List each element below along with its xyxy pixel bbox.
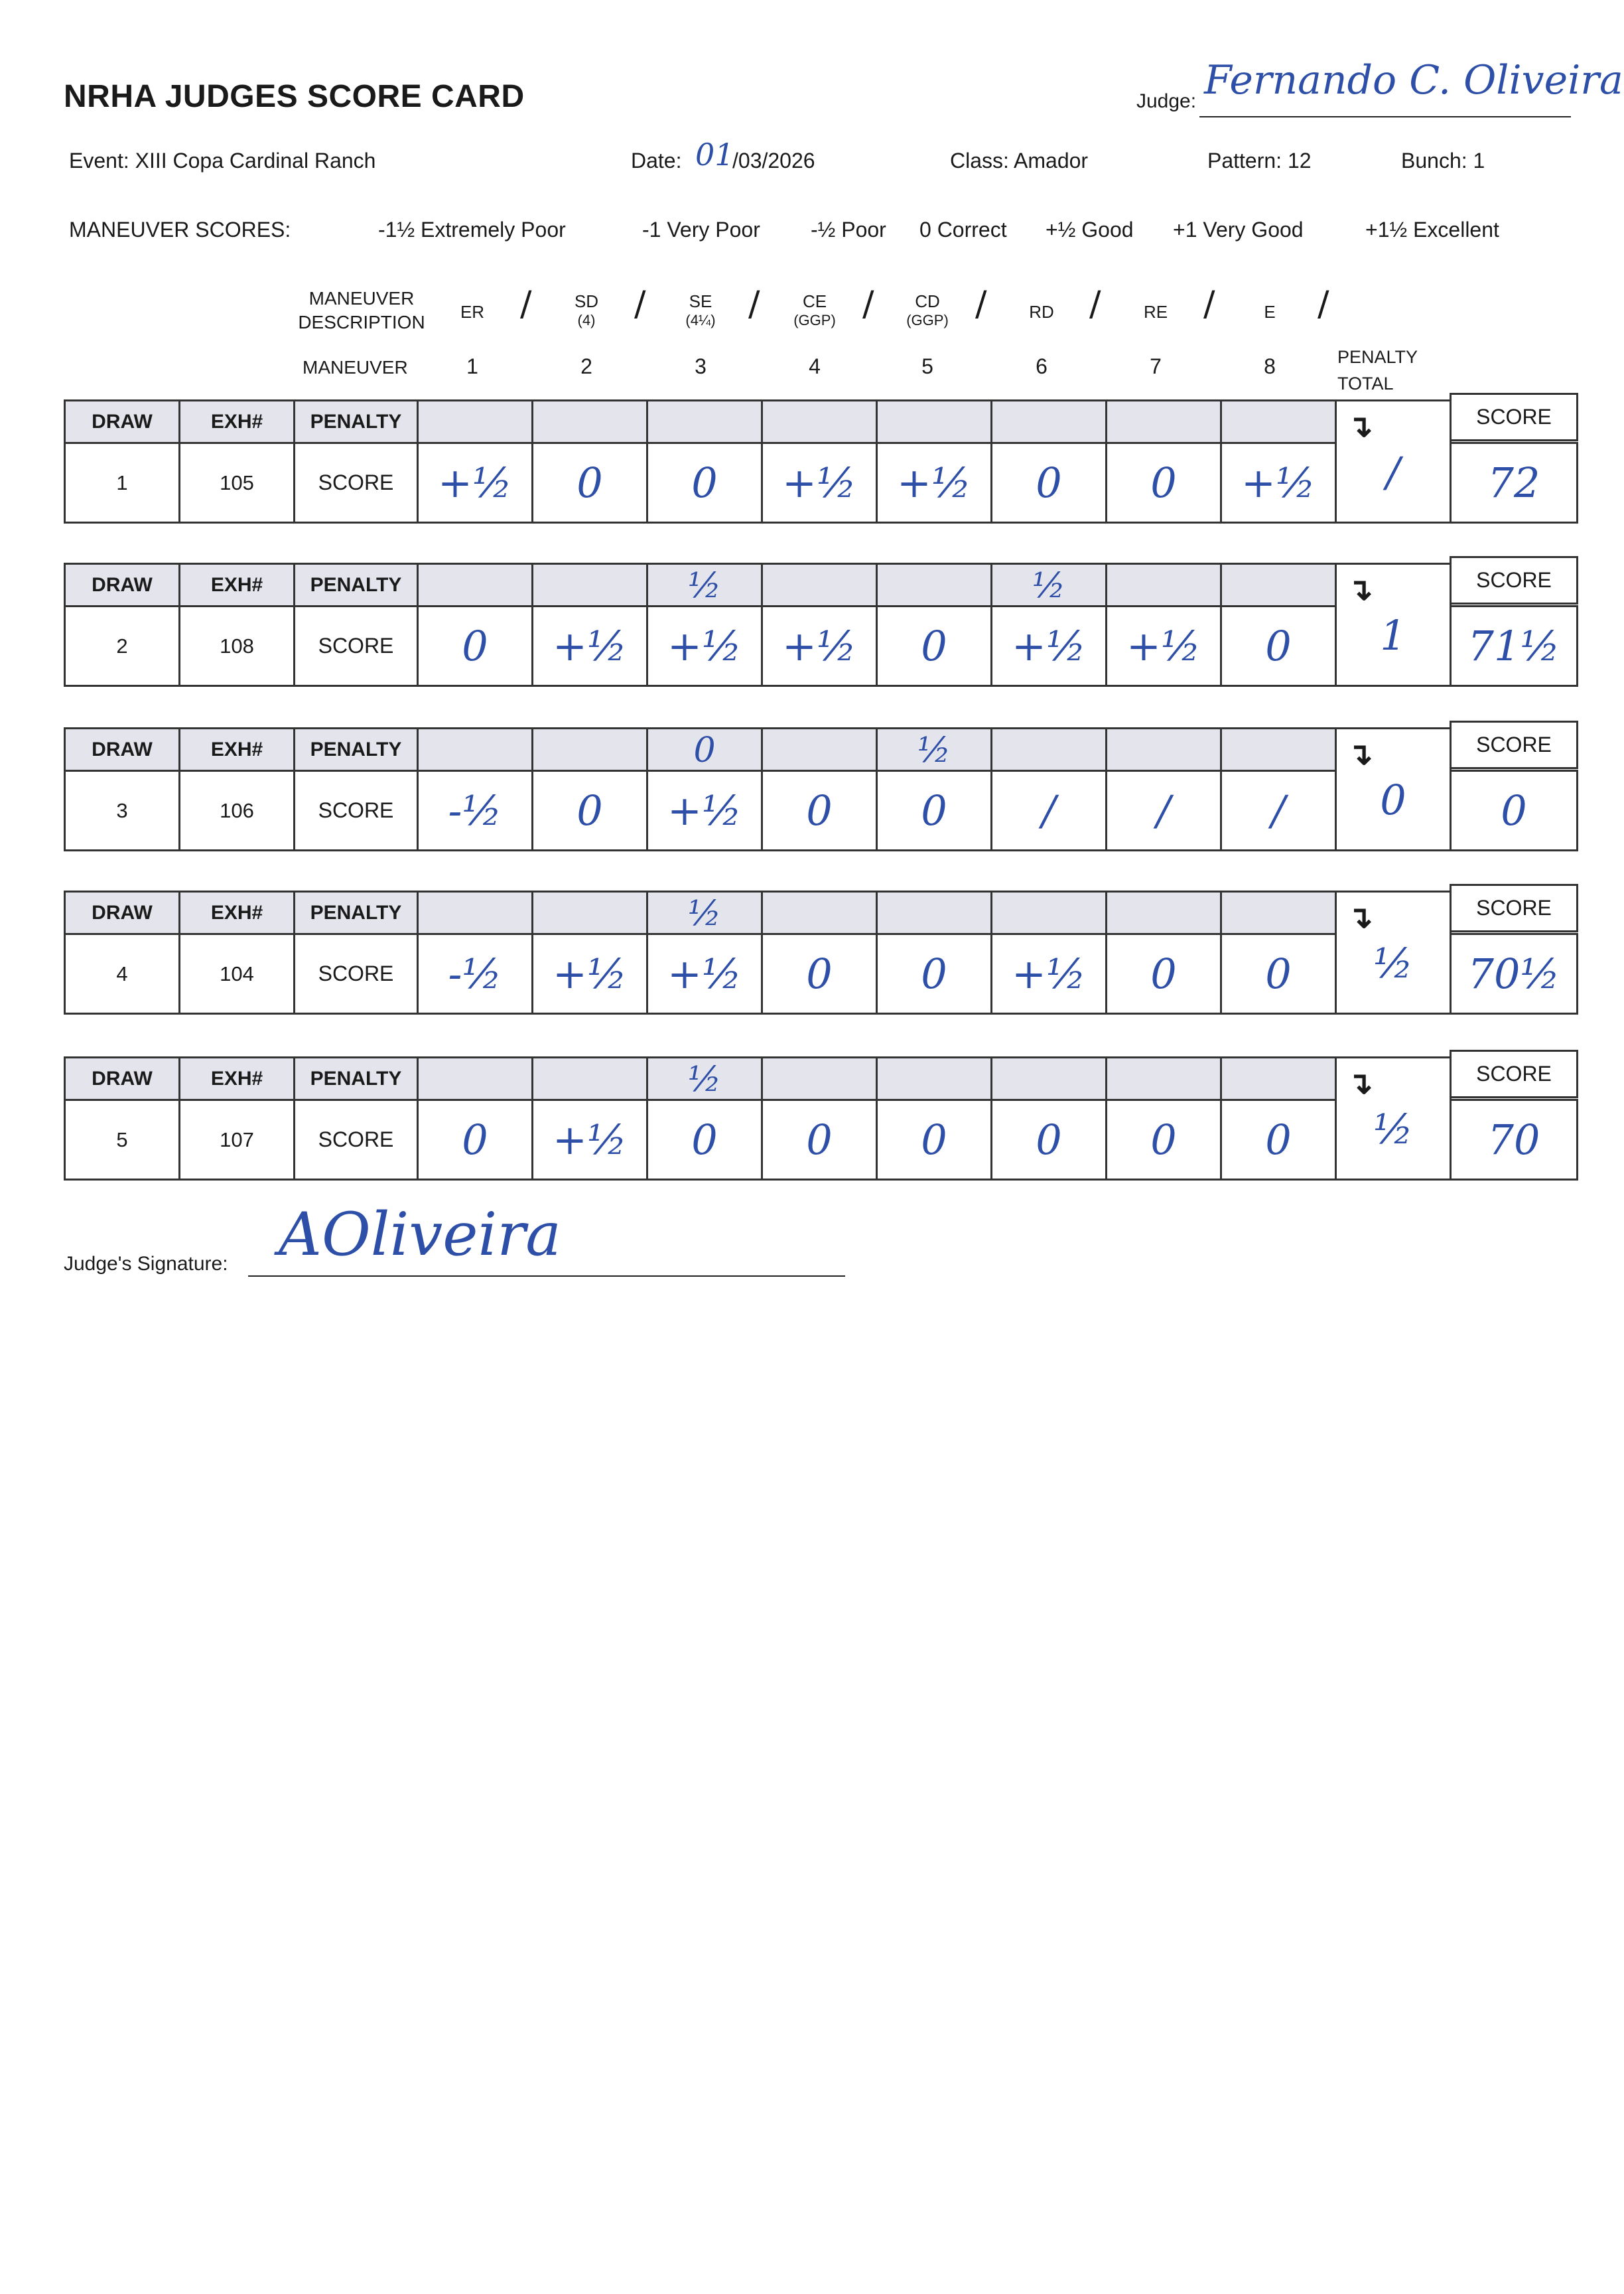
score-column-header: SCORE (1450, 393, 1578, 441)
penalty-mark-handwritten: ½ (687, 1060, 722, 1100)
separator-slash: / (634, 284, 646, 324)
maneuver-score-handwritten: +½ (417, 442, 533, 524)
separator-slash: / (862, 284, 874, 324)
maneuver-code: SD (574, 291, 599, 311)
exh-header: EXH# (178, 891, 295, 935)
penalty-header: PENALTY (293, 563, 419, 607)
penalty-cell (1220, 1056, 1337, 1101)
penalty-total-handwritten: ½ (1373, 1105, 1414, 1153)
maneuver-score-handwritten: 0 (876, 770, 992, 851)
penalty-cell (531, 891, 648, 935)
draw-row (64, 563, 1576, 690)
scale-item: -½ Poor (811, 218, 886, 242)
score-column-header: SCORE (1450, 884, 1578, 932)
maneuver-score-handwritten: +½ (531, 1099, 648, 1181)
exhibitor-number: 104 (178, 933, 295, 1015)
scale-item: +1 Very Good (1173, 218, 1304, 242)
maneuver-code: RE (1143, 302, 1168, 322)
penalty-total-handwritten: 0 (1380, 776, 1406, 824)
penalty-mark-handwritten: ½ (917, 731, 951, 770)
score-column-header: SCORE (1450, 556, 1578, 605)
penalty-cell (990, 891, 1107, 935)
penalty-header: PENALTY (293, 1056, 419, 1101)
penalty-cell (646, 727, 763, 772)
penalty-cell (876, 399, 992, 444)
penalty-cell (646, 399, 763, 444)
penalty-cell (1220, 563, 1337, 607)
maneuver-score-handwritten: +½ (646, 933, 763, 1015)
penalty-total-label: PENALTY TOTAL (1337, 347, 1418, 394)
down-arrow-icon: ↴ (1347, 1066, 1373, 1100)
draw-row (64, 1056, 1576, 1184)
maneuver-description (433, 291, 512, 323)
penalty-cell (990, 399, 1107, 444)
maneuver-score-handwritten: +½ (990, 933, 1107, 1015)
penalty-cell (417, 1056, 533, 1101)
maneuver-score-handwritten: -½ (417, 933, 533, 1015)
maneuver-number: 3 (695, 354, 707, 378)
maneuver-score-handwritten: 0 (417, 605, 533, 687)
penalty-cell (990, 1056, 1107, 1101)
draw-header: DRAW (64, 399, 180, 444)
penalty-cell (417, 727, 533, 772)
maneuver-number: 8 (1264, 354, 1276, 378)
maneuver-detail: (4) (577, 312, 596, 328)
maneuver-detail: (4¼) (685, 312, 716, 328)
penalty-cell (761, 1056, 878, 1101)
maneuver-score-handwritten: / (1220, 770, 1337, 851)
maneuver-number: 2 (580, 354, 592, 378)
maneuver-score-handwritten: +½ (1220, 442, 1337, 524)
maneuver-score-handwritten: 0 (761, 933, 878, 1015)
down-arrow-icon: ↴ (1347, 409, 1373, 443)
scale-item: 0 Correct (919, 218, 1007, 242)
maneuver-description (547, 291, 626, 329)
date-rest: /03/2026 (732, 149, 815, 173)
maneuver-score-handwritten: +½ (531, 605, 648, 687)
separator-slash: / (1203, 284, 1215, 324)
draw-number: 3 (64, 770, 180, 851)
penalty-total-cell (1335, 399, 1452, 524)
maneuver-score-handwritten: / (990, 770, 1107, 851)
penalty-cell (1220, 727, 1337, 772)
draw-header: DRAW (64, 1056, 180, 1101)
penalty-cell (761, 399, 878, 444)
maneuver-description (775, 291, 854, 329)
maneuver-score-handwritten: 0 (1220, 605, 1337, 687)
exhibitor-number: 105 (178, 442, 295, 524)
maneuver-score-handwritten: 0 (531, 442, 648, 524)
maneuver-score-handwritten: +½ (761, 442, 878, 524)
maneuver-number: 7 (1150, 354, 1162, 378)
scale-item: +1½ Excellent (1365, 218, 1499, 242)
penalty-total-handwritten: 1 (1380, 611, 1406, 660)
exh-header: EXH# (178, 399, 295, 444)
scale-item: +½ Good (1046, 218, 1134, 242)
maneuver-code: ER (460, 302, 485, 322)
separator-slash: / (748, 284, 760, 324)
penalty-total-cell (1335, 891, 1452, 1015)
maneuver-description-label: MANEUVER DESCRIPTION (298, 288, 425, 332)
penalty-cell (646, 891, 763, 935)
penalty-header: PENALTY (293, 399, 419, 444)
final-score-handwritten: 70 (1450, 1099, 1578, 1181)
draw-number: 5 (64, 1099, 180, 1181)
penalty-cell (990, 727, 1107, 772)
maneuver-number: 1 (466, 354, 478, 378)
maneuver-code: E (1264, 302, 1276, 322)
maneuver-score-handwritten: 0 (761, 1099, 878, 1181)
maneuver-score-handwritten: 0 (990, 442, 1107, 524)
penalty-cell (990, 563, 1107, 607)
maneuver-score-handwritten: 0 (1105, 933, 1222, 1015)
draw-row (64, 399, 1576, 527)
maneuver-score-handwritten: / (1105, 770, 1222, 851)
maneuver-detail: (GGP) (793, 312, 836, 328)
exhibitor-number: 108 (178, 605, 295, 687)
penalty-cell (1220, 891, 1337, 935)
event-field: Event: XIII Copa Cardinal Ranch (69, 149, 376, 173)
pattern-field: Pattern: 12 (1207, 149, 1312, 173)
draw-number: 2 (64, 605, 180, 687)
maneuver-code: CE (802, 291, 827, 311)
maneuver-description (888, 291, 967, 329)
judge-signature-handwritten: AOliveira (279, 1200, 561, 1269)
maneuver-score-handwritten: 0 (761, 770, 878, 851)
penalty-cell (531, 727, 648, 772)
penalty-total-cell (1335, 1056, 1452, 1181)
maneuver-score-handwritten: 0 (1105, 1099, 1222, 1181)
penalty-header: PENALTY (293, 727, 419, 772)
exh-header: EXH# (178, 563, 295, 607)
penalty-cell (1105, 891, 1222, 935)
penalty-cell (761, 891, 878, 935)
judge-line (1199, 116, 1571, 117)
score-row-label: SCORE (293, 933, 419, 1015)
maneuver-scores-label: MANEUVER SCORES: (69, 218, 291, 242)
maneuver-score-handwritten: -½ (417, 770, 533, 851)
separator-slash: / (1318, 284, 1329, 324)
penalty-mark-handwritten: ½ (1032, 566, 1066, 606)
penalty-cell (1220, 399, 1337, 444)
exh-header: EXH# (178, 1056, 295, 1101)
draw-row (64, 727, 1576, 855)
judge-name-handwritten: Fernando C. Oliveira (1204, 57, 1623, 104)
maneuver-score-handwritten: 0 (1220, 933, 1337, 1015)
maneuver-score-handwritten: 0 (646, 442, 763, 524)
score-row-label: SCORE (293, 442, 419, 524)
maneuver-detail: (GGP) (906, 312, 949, 328)
penalty-cell (876, 1056, 992, 1101)
date-label: Date: (631, 149, 682, 173)
scale-item: -1 Very Poor (642, 218, 760, 242)
card-title: NRHA JUDGES SCORE CARD (64, 79, 525, 114)
draw-number: 4 (64, 933, 180, 1015)
separator-slash: / (520, 284, 532, 324)
maneuver-score-handwritten: 0 (1105, 442, 1222, 524)
penalty-cell (876, 563, 992, 607)
maneuver-number: 6 (1036, 354, 1048, 378)
maneuver-description (1230, 291, 1310, 323)
penalty-mark-handwritten: ½ (687, 894, 722, 934)
separator-slash: / (975, 284, 987, 324)
date-day-handwritten: 01 (695, 137, 734, 173)
penalty-cell (646, 1056, 763, 1101)
penalty-header: PENALTY (293, 891, 419, 935)
final-score-handwritten: 70½ (1450, 933, 1578, 1015)
penalty-cell (531, 399, 648, 444)
maneuver-description (661, 291, 740, 329)
score-column-header: SCORE (1450, 721, 1578, 769)
maneuver-score-handwritten: +½ (531, 933, 648, 1015)
penalty-cell (761, 563, 878, 607)
maneuver-code: SE (689, 291, 712, 311)
final-score-handwritten: 72 (1450, 442, 1578, 524)
penalty-total-handwritten: ½ (1373, 939, 1414, 987)
penalty-cell (417, 563, 533, 607)
judge-label: Judge: (1136, 90, 1197, 112)
final-score-handwritten: 71½ (1450, 605, 1578, 687)
maneuver-score-handwritten: +½ (761, 605, 878, 687)
maneuver-number: 5 (921, 354, 933, 378)
penalty-total-cell (1335, 563, 1452, 687)
penalty-total-cell (1335, 727, 1452, 851)
penalty-cell (417, 891, 533, 935)
penalty-cell (646, 563, 763, 607)
score-column-header: SCORE (1450, 1050, 1578, 1098)
penalty-cell (1105, 727, 1222, 772)
bunch-field: Bunch: 1 (1401, 149, 1485, 173)
maneuver-code: CD (915, 291, 940, 311)
penalty-cell (1105, 399, 1222, 444)
separator-slash: / (1089, 284, 1101, 324)
maneuver-description (1116, 291, 1195, 323)
class-field: Class: Amador (950, 149, 1089, 173)
penalty-cell (531, 563, 648, 607)
penalty-cell (761, 727, 878, 772)
penalty-cell (417, 399, 533, 444)
maneuver-score-handwritten: +½ (990, 605, 1107, 687)
score-row-label: SCORE (293, 770, 419, 851)
penalty-cell (876, 727, 992, 772)
maneuver-label: MANEUVER (303, 357, 408, 378)
maneuver-score-handwritten: 0 (990, 1099, 1107, 1181)
maneuver-score-handwritten: +½ (646, 605, 763, 687)
maneuver-score-handwritten: 0 (417, 1099, 533, 1181)
draw-number: 1 (64, 442, 180, 524)
signature-line (248, 1275, 845, 1277)
draw-row (64, 891, 1576, 1018)
maneuver-score-handwritten: 0 (876, 933, 992, 1015)
draw-header: DRAW (64, 563, 180, 607)
draw-header: DRAW (64, 891, 180, 935)
penalty-cell (876, 891, 992, 935)
maneuver-score-handwritten: 0 (1220, 1099, 1337, 1181)
score-row-label: SCORE (293, 1099, 419, 1181)
exhibitor-number: 106 (178, 770, 295, 851)
maneuver-description (1002, 291, 1081, 323)
maneuver-score-handwritten: +½ (1105, 605, 1222, 687)
penalty-cell (531, 1056, 648, 1101)
exhibitor-number: 107 (178, 1099, 295, 1181)
maneuver-score-handwritten: 0 (531, 770, 648, 851)
maneuver-code: RD (1029, 302, 1054, 322)
maneuver-score-handwritten: +½ (876, 442, 992, 524)
maneuver-score-handwritten: 0 (876, 1099, 992, 1181)
penalty-mark-handwritten: ½ (687, 566, 722, 606)
penalty-total-handwritten: / (1386, 448, 1400, 496)
down-arrow-icon: ↴ (1347, 737, 1373, 771)
maneuver-score-handwritten: 0 (876, 605, 992, 687)
scale-item: -1½ Extremely Poor (378, 218, 566, 242)
down-arrow-icon: ↴ (1347, 900, 1373, 934)
maneuver-score-handwritten: 0 (646, 1099, 763, 1181)
down-arrow-icon: ↴ (1347, 572, 1373, 607)
maneuver-number: 4 (809, 354, 821, 378)
penalty-mark-handwritten: 0 (693, 731, 716, 770)
exh-header: EXH# (178, 727, 295, 772)
signature-label: Judge's Signature: (64, 1253, 228, 1275)
penalty-cell (1105, 1056, 1222, 1101)
score-row-label: SCORE (293, 605, 419, 687)
draw-header: DRAW (64, 727, 180, 772)
penalty-cell (1105, 563, 1222, 607)
final-score-handwritten: 0 (1450, 770, 1578, 851)
maneuver-score-handwritten: +½ (646, 770, 763, 851)
